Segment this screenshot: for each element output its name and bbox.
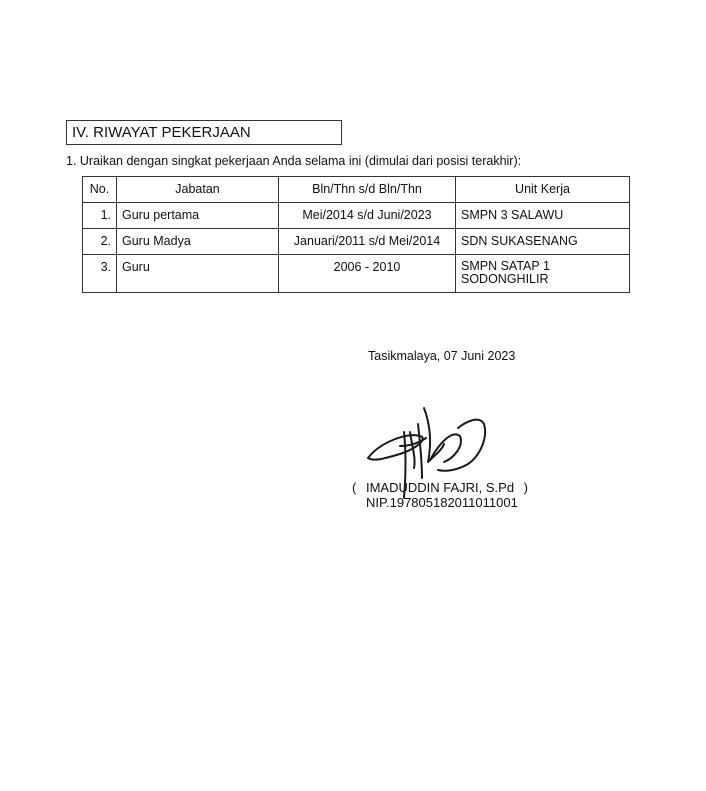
cell-jabatan: Guru Madya <box>117 229 279 255</box>
table-header-row <box>83 177 630 203</box>
cell-unit: SDN SUKASENANG <box>456 229 630 255</box>
cell-periode: Januari/2011 s/d Mei/2014 <box>279 229 456 255</box>
table-row <box>83 255 630 293</box>
signatory-nip: NIP.197805182011011001 <box>366 495 518 510</box>
cell-unit: SMPN 3 SALAWU <box>456 203 630 229</box>
cell-periode: 2006 - 2010 <box>279 255 456 293</box>
cell-jabatan: Guru pertama <box>117 203 279 229</box>
header-unit: Unit Kerja <box>456 177 630 203</box>
signatory-name: IMADUDDIN FAJRI, S.Pd <box>365 480 515 495</box>
close-paren: ) <box>523 480 529 495</box>
header-no: No. <box>83 177 117 203</box>
cell-unit-line-2: SODONGHILIR <box>461 272 549 286</box>
section-title: IV. RIWAYAT PEKERJAAN <box>72 124 251 141</box>
cell-no: 3. <box>83 255 117 293</box>
work-history-table <box>82 176 630 293</box>
signatory-name-line <box>352 480 528 495</box>
table-row <box>83 203 630 229</box>
cell-no: 1. <box>83 203 117 229</box>
section-title-box <box>66 120 342 145</box>
table-row <box>83 229 630 255</box>
header-jabatan: Jabatan <box>117 177 279 203</box>
cell-periode: Mei/2014 s/d Juni/2023 <box>279 203 456 229</box>
cell-unit <box>456 255 630 293</box>
open-paren: ( <box>352 480 357 495</box>
place-date: Tasikmalaya, 07 Juni 2023 <box>368 349 516 363</box>
cell-unit-line-1: SMPN SATAP 1 <box>461 259 550 273</box>
cell-no: 2. <box>83 229 117 255</box>
instruction-text: 1. Uraikan dengan singkat pekerjaan Anda selama ini (dimulai dari posisi terakhir): <box>66 154 522 168</box>
header-periode: Bln/Thn s/d Bln/Thn <box>279 177 456 203</box>
cell-jabatan: Guru <box>117 255 279 293</box>
